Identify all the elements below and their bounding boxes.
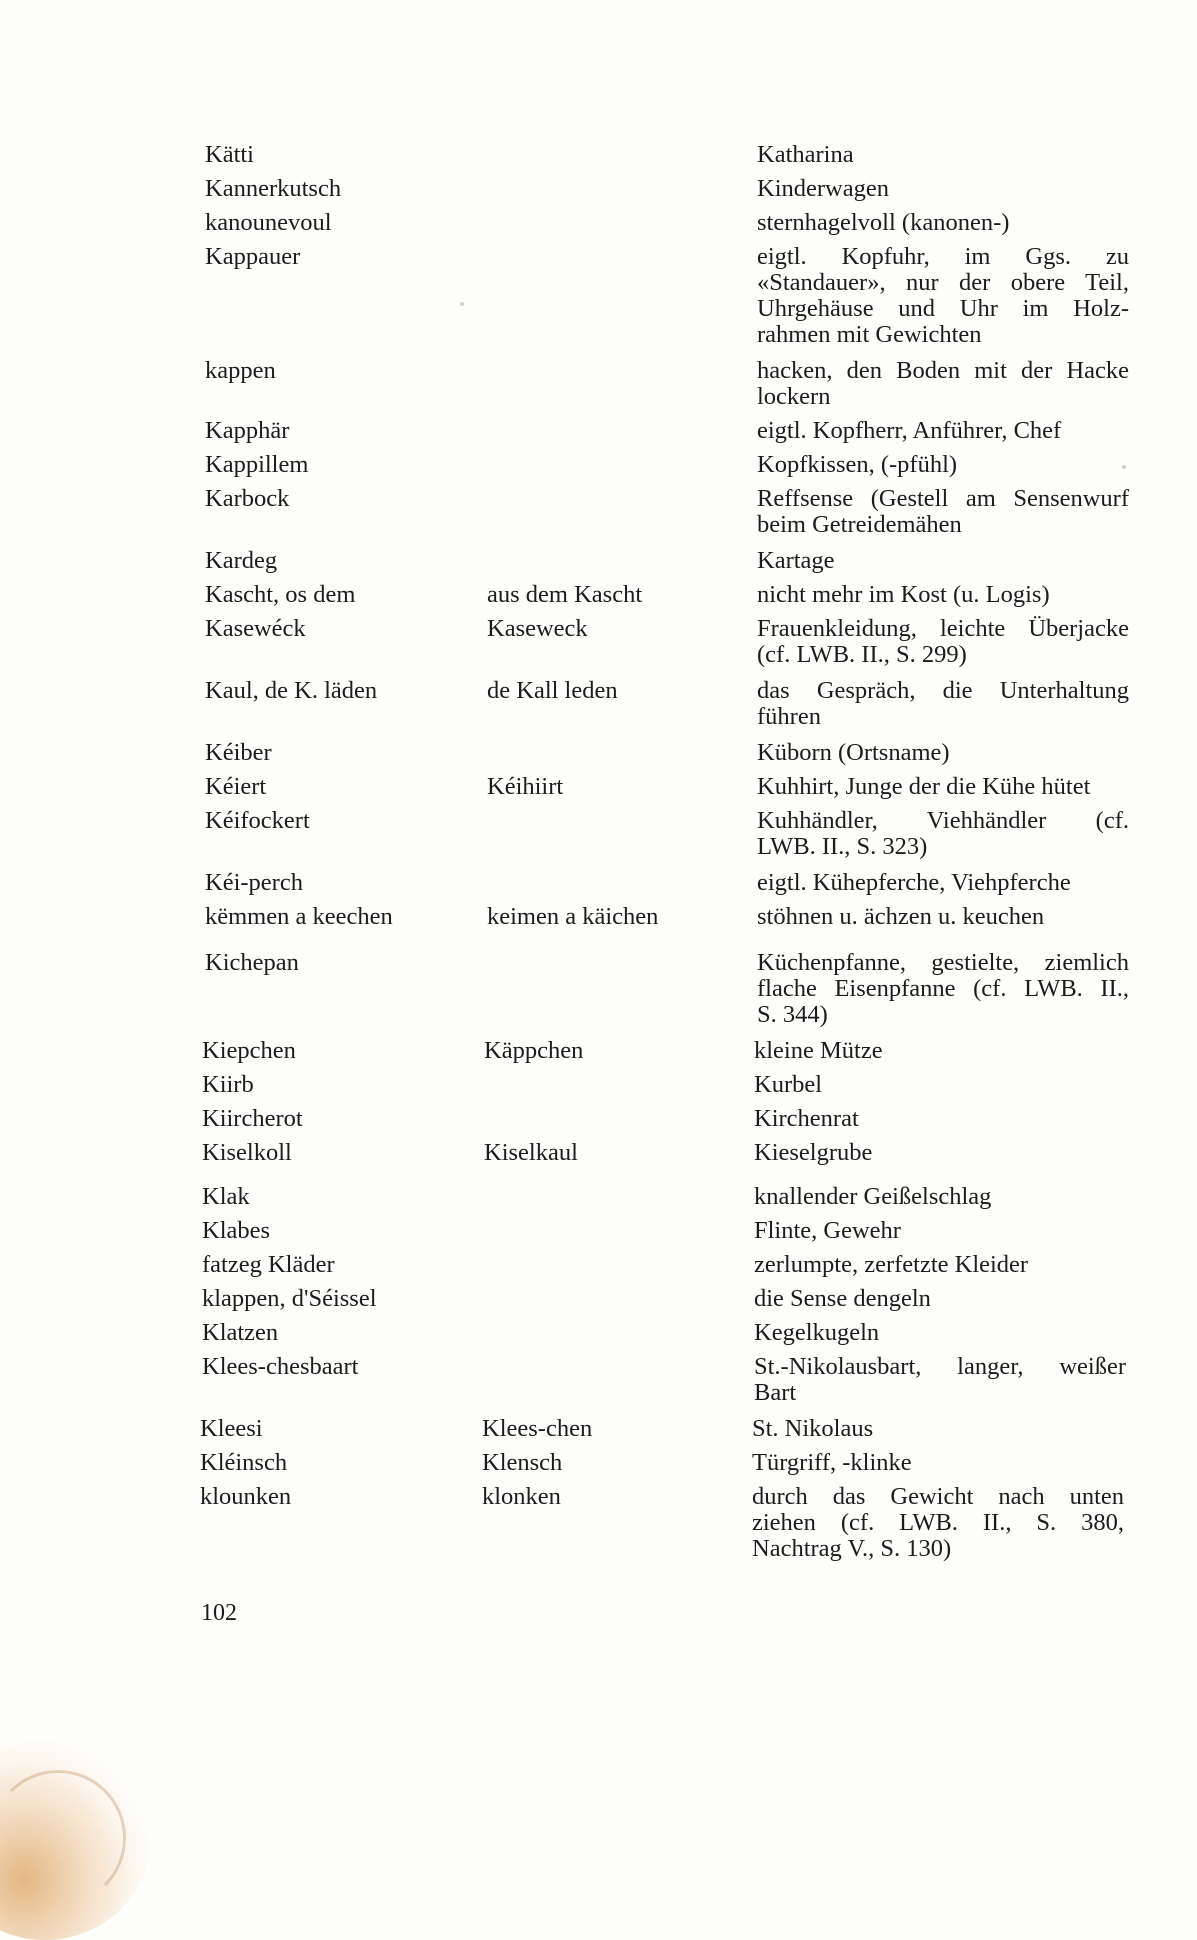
gloss-line: beim Getreidemähen bbox=[757, 511, 962, 538]
gloss bbox=[754, 1072, 1126, 1098]
gloss-line: knallender Geißelschlag bbox=[754, 1183, 992, 1210]
gloss-line: nicht mehr im Kost (u. Logis) bbox=[757, 581, 1050, 608]
gloss bbox=[757, 452, 1129, 478]
headword: Kannerkutsch bbox=[205, 175, 342, 202]
gloss bbox=[757, 808, 1129, 860]
headword: Kaul, de K. läden bbox=[205, 677, 378, 704]
gloss bbox=[757, 740, 1129, 766]
gloss bbox=[757, 176, 1129, 202]
headword: Kätti bbox=[205, 141, 254, 168]
gloss-line: Uhrgehäuse und Uhr im Holz- bbox=[757, 295, 1129, 322]
variant-form: Klees-chen bbox=[482, 1415, 593, 1442]
gloss-line: durch das Gewicht nach unten bbox=[752, 1483, 1124, 1510]
headword: Klatzen bbox=[202, 1319, 279, 1346]
variant-form: keimen a käichen bbox=[487, 903, 659, 930]
gloss-line: Küborn (Ortsname) bbox=[757, 739, 950, 766]
gloss-line: Kopfkissen, (-pfühl) bbox=[757, 451, 958, 478]
gloss-line: Reffsense (Gestell am Sensenwurf bbox=[757, 485, 1129, 512]
headword: Kleesi bbox=[200, 1415, 263, 1442]
headword: klounken bbox=[200, 1483, 292, 1510]
gloss bbox=[754, 1218, 1126, 1244]
gloss-line: Kartage bbox=[757, 547, 835, 574]
gloss-line: eigtl. Kühepferche, Viehpferche bbox=[757, 869, 1071, 896]
gloss-line: lockern bbox=[757, 383, 831, 410]
gloss-line: rahmen mit Gewichten bbox=[757, 321, 982, 348]
gloss-line: ziehen (cf. LWB. II., S. 380, bbox=[752, 1509, 1124, 1536]
gloss-line: Katharina bbox=[757, 141, 854, 168]
headword: Kéiert bbox=[205, 773, 267, 800]
variant-form: klonken bbox=[482, 1483, 561, 1510]
gloss-line: Kieselgrube bbox=[754, 1139, 873, 1166]
gloss bbox=[752, 1484, 1124, 1562]
gloss bbox=[754, 1106, 1126, 1132]
gloss-line: Bart bbox=[754, 1379, 797, 1406]
gloss bbox=[757, 418, 1129, 444]
gloss bbox=[757, 774, 1129, 800]
headword: Kappauer bbox=[205, 243, 301, 270]
gloss-line: (cf. LWB. II., S. 299) bbox=[757, 641, 967, 668]
headword: kappen bbox=[205, 357, 276, 384]
gloss-line: LWB. II., S. 323) bbox=[757, 833, 928, 860]
headword: kanounevoul bbox=[205, 209, 332, 236]
headword: Kiepchen bbox=[202, 1037, 296, 1064]
gloss bbox=[757, 244, 1129, 348]
headword: Kappillem bbox=[205, 451, 309, 478]
gloss-line: Türgriff, -klinke bbox=[752, 1449, 912, 1476]
gloss-line: stöhnen u. ächzen u. keuchen bbox=[757, 903, 1045, 930]
variant-form: Kiselkaul bbox=[484, 1139, 578, 1166]
gloss-line: hacken, den Boden mit der Hacke bbox=[757, 357, 1129, 384]
gloss-line: Kinderwagen bbox=[757, 175, 889, 202]
gloss bbox=[754, 1320, 1126, 1346]
gloss bbox=[757, 616, 1129, 668]
gloss bbox=[757, 486, 1129, 538]
headword: Kléinsch bbox=[200, 1449, 288, 1476]
gloss bbox=[757, 142, 1129, 168]
gloss bbox=[757, 870, 1129, 896]
gloss-line: Frauenkleidung, leichte Überjacke bbox=[757, 615, 1129, 642]
variant-form: Kéihiirt bbox=[487, 773, 564, 800]
gloss-line: eigtl. Kopfherr, Anführer, Chef bbox=[757, 417, 1062, 444]
gloss-line: Flinte, Gewehr bbox=[754, 1217, 901, 1244]
headword: Klees-chesbaart bbox=[202, 1353, 359, 1380]
headword: këmmen a keechen bbox=[205, 903, 393, 930]
gloss-line: Kuhhirt, Junge der die Kühe hütet bbox=[757, 773, 1091, 800]
variant-form: de Kall leden bbox=[487, 677, 618, 704]
headword: Kiselkoll bbox=[202, 1139, 292, 1166]
gloss bbox=[754, 1038, 1126, 1064]
headword: Kasewéck bbox=[205, 615, 306, 642]
headword: Klabes bbox=[202, 1217, 271, 1244]
gloss-line: S. 344) bbox=[757, 1001, 828, 1028]
variant-form: Käppchen bbox=[484, 1037, 584, 1064]
gloss bbox=[757, 210, 1129, 236]
gloss-line: Nachtrag V., S. 130) bbox=[752, 1535, 952, 1562]
gloss bbox=[752, 1450, 1124, 1476]
headword: Kapphär bbox=[205, 417, 290, 444]
headword: Kéi-perch bbox=[205, 869, 303, 896]
gloss bbox=[754, 1252, 1126, 1278]
headword: Kascht, os dem bbox=[205, 581, 356, 608]
gloss bbox=[754, 1140, 1126, 1166]
headword: fatzeg Kläder bbox=[202, 1251, 335, 1278]
gloss bbox=[757, 548, 1129, 574]
gloss bbox=[754, 1184, 1126, 1210]
gloss-line: St. Nikolaus bbox=[752, 1415, 874, 1442]
headword: Kardeg bbox=[205, 547, 278, 574]
headword: Kichepan bbox=[205, 949, 299, 976]
variant-form: Kaseweck bbox=[487, 615, 588, 642]
gloss-line: flache Eisenpfanne (cf. LWB. II., bbox=[757, 975, 1129, 1002]
gloss bbox=[757, 582, 1129, 608]
gloss bbox=[752, 1416, 1124, 1442]
headword: Karbock bbox=[205, 485, 290, 512]
headword: Klak bbox=[202, 1183, 250, 1210]
gloss bbox=[754, 1354, 1126, 1406]
gloss-line: Küchenpfanne, gestielte, ziemlich bbox=[757, 949, 1129, 976]
gloss bbox=[757, 950, 1129, 1028]
gloss-line: Kuhhändler, Viehhändler (cf. bbox=[757, 807, 1129, 834]
gloss-line: die Sense dengeln bbox=[754, 1285, 931, 1312]
gloss bbox=[754, 1286, 1126, 1312]
headword: Kiirb bbox=[202, 1071, 254, 1098]
gloss-line: eigtl. Kopfuhr, im Ggs. zu bbox=[757, 243, 1129, 270]
headword: Kéifockert bbox=[205, 807, 310, 834]
gloss-line: St.-Nikolausbart, langer, weißer bbox=[754, 1353, 1126, 1380]
variant-form: aus dem Kascht bbox=[487, 581, 643, 608]
gloss-line: Kurbel bbox=[754, 1071, 823, 1098]
gloss-line: Kirchenrat bbox=[754, 1105, 859, 1132]
headword: Kéiber bbox=[205, 739, 272, 766]
gloss-line: das Gespräch, die Unterhaltung bbox=[757, 677, 1129, 704]
gloss bbox=[757, 358, 1129, 410]
gloss-line: zerlumpte, zerfetzte Kleider bbox=[754, 1251, 1029, 1278]
gloss bbox=[757, 678, 1129, 730]
headword: klappen, d'Séissel bbox=[202, 1285, 377, 1312]
gloss-line: sternhagelvoll (kanonen-) bbox=[757, 209, 1010, 236]
gloss-line: Kegelkugeln bbox=[754, 1319, 880, 1346]
headword: Kiircherot bbox=[202, 1105, 303, 1132]
variant-form: Klensch bbox=[482, 1449, 563, 1476]
gloss-line: «Standauer», nur der obere Teil, bbox=[757, 269, 1129, 296]
page-number: 102 bbox=[201, 1600, 237, 1626]
gloss-line: kleine Mütze bbox=[754, 1037, 883, 1064]
gloss-line: führen bbox=[757, 703, 821, 730]
gloss bbox=[757, 904, 1129, 930]
